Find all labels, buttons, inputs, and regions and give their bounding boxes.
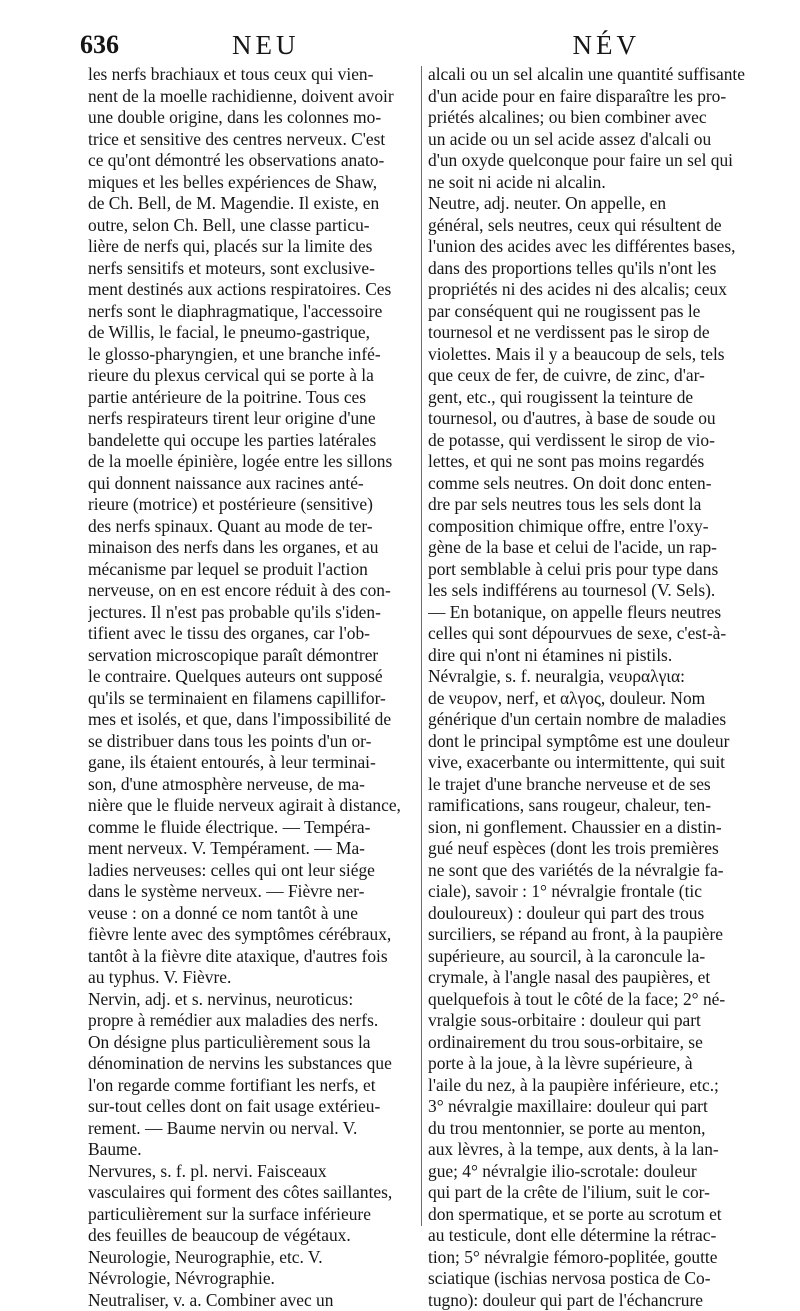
text-line: qui donnent naissance aux racines anté- xyxy=(88,473,418,495)
text-line: bandelette qui occupe les parties latérales xyxy=(88,430,418,452)
text-line: se distribuer dans tous les points d'un or- xyxy=(88,731,418,753)
text-line: des nerfs spinaux. Quant au mode de ter- xyxy=(88,516,418,538)
text-line: fièvre lente avec des symptômes cérébraux, xyxy=(88,924,418,946)
text-line: nerfs sont le diaphragmatique, l'accessoire xyxy=(88,301,418,323)
text-line: particulièrement sur la surface inférieure xyxy=(88,1204,418,1226)
column-divider xyxy=(421,66,422,1226)
text-line: tifient avec le tissu des organes, car l'ob- xyxy=(88,623,418,645)
text-line: comme le fluide électrique. — Tempéra- xyxy=(88,817,418,839)
text-line: une double origine, dans les colonnes mo- xyxy=(88,107,418,129)
text-line: qui part de la crête de l'ilium, suit le cor- xyxy=(428,1182,768,1204)
text-line: l'on regarde comme fortifiant les nerfs, et xyxy=(88,1075,418,1097)
text-line: les sels indifférens au tournesol (V. Sels). xyxy=(428,580,768,602)
text-line: dont le principal symptôme est une douleur xyxy=(428,731,768,753)
text-line: un acide ou un sel acide assez d'alcali ou xyxy=(428,129,768,151)
text-line: ne soit ni acide ni alcalin. xyxy=(428,172,768,194)
text-line: nière que le fluide nerveux agirait à distance, xyxy=(88,795,418,817)
text-line: de potasse, qui verdissent le sirop de vio- xyxy=(428,430,768,452)
page-header xyxy=(80,30,770,64)
text-line: mes et isolés, et que, dans l'impossibilité de xyxy=(88,709,418,731)
text-line: lettes, et qui ne sont pas moins regardés xyxy=(428,451,768,473)
text-line: qu'ils se terminaient en filamens capillifor- xyxy=(88,688,418,710)
text-line: vasculaires qui forment des côtes saillantes, xyxy=(88,1182,418,1204)
text-line: don spermatique, et se porte au scrotum et xyxy=(428,1204,768,1226)
text-line: rement. — Baume nervin ou nerval. V. xyxy=(88,1118,418,1140)
text-line: servation microscopique paraît démontrer xyxy=(88,645,418,667)
text-line: au typhus. V. Fièvre. xyxy=(88,967,418,989)
text-line: tournesol et ne verdissent pas le sirop de xyxy=(428,322,768,344)
text-line: gène de la base et celui de l'acide, un rap- xyxy=(428,537,768,559)
text-line: ordinairement du trou sous-orbitaire, se xyxy=(428,1032,768,1054)
text-line: d'un acide pour en faire disparaître les pro- xyxy=(428,86,768,108)
text-line: tion; 5° névralgie fémoro-poplitée, goutte xyxy=(428,1247,768,1269)
text-line: Neutre, adj. neuter. On appelle, en xyxy=(428,193,768,215)
text-line: Névralgie, s. f. neuralgia, νευραλγια: xyxy=(428,666,768,688)
text-line: son, d'une atmosphère nerveuse, de ma- xyxy=(88,774,418,796)
left-column xyxy=(88,64,418,1311)
text-line: douloureux) : douleur qui part des trous xyxy=(428,903,768,925)
text-line: général, sels neutres, ceux qui résultent de xyxy=(428,215,768,237)
text-line: dans le système nerveux. — Fièvre ner- xyxy=(88,881,418,903)
text-line: lière de nerfs qui, placés sur la limite des xyxy=(88,236,418,258)
text-line: vive, exacerbante ou intermittente, qui suit xyxy=(428,752,768,774)
text-line: nerveuse, on en est encore réduit à des con- xyxy=(88,580,418,602)
text-line: ne sont que des variétés de la névralgie fa- xyxy=(428,860,768,882)
text-line: le glosso-pharyngien, et une branche infé- xyxy=(88,344,418,366)
text-line: d'un oxyde quelconque pour faire un sel qui xyxy=(428,150,768,172)
text-line: Neutraliser, v. a. Combiner avec un xyxy=(88,1290,418,1311)
text-line: au testicule, dont elle détermine la rétrac- xyxy=(428,1225,768,1247)
text-line: de la moelle épinière, logée entre les sillons xyxy=(88,451,418,473)
text-line: outre, selon Ch. Bell, une classe particu- xyxy=(88,215,418,237)
text-line: nerfs sensitifs et moteurs, sont exclusive- xyxy=(88,258,418,280)
text-line: vralgie sous-orbitaire : douleur qui part xyxy=(428,1010,768,1032)
text-line: par conséquent qui ne rougissent pas le xyxy=(428,301,768,323)
text-line: veuse : on a donné ce nom tantôt à une xyxy=(88,903,418,925)
text-line: dire qui n'ont ni étamines ni pistils. xyxy=(428,645,768,667)
text-line: trice et sensitive des centres nerveux. C'est xyxy=(88,129,418,151)
text-line: quelquefois à tout le côté de la face; 2° né- xyxy=(428,989,768,1011)
text-line: le contraire. Quelques auteurs ont supposé xyxy=(88,666,418,688)
text-line: gué neuf espèces (dont les trois premières xyxy=(428,838,768,860)
text-line: surciliers, se répand au front, à la paupière xyxy=(428,924,768,946)
text-line: nerfs respirateurs tirent leur origine d'une xyxy=(88,408,418,430)
text-line: ce qu'ont démontré les observations anato- xyxy=(88,150,418,172)
text-line: Nervures, s. f. pl. nervi. Faisceaux xyxy=(88,1161,418,1183)
text-line: le trajet d'une branche nerveuse et de ses xyxy=(428,774,768,796)
text-line: de νευρον, nerf, et αλγος, douleur. Nom xyxy=(428,688,768,710)
text-line: des feuilles de beaucoup de végétaux. xyxy=(88,1225,418,1247)
text-line: rieure (motrice) et postérieure (sensitive) xyxy=(88,494,418,516)
text-line: de Willis, le facial, le pneumo-gastrique, xyxy=(88,322,418,344)
text-line: crymale, à l'angle nasal des paupières, et xyxy=(428,967,768,989)
text-line: porte à la joue, à la lèvre supérieure, à xyxy=(428,1053,768,1075)
text-line: composition chimique offre, entre l'oxy- xyxy=(428,516,768,538)
text-line: l'union des acides avec les différentes bases, xyxy=(428,236,768,258)
text-line: Neurologie, Neurographie, etc. V. xyxy=(88,1247,418,1269)
text-line: tournesol, ou d'autres, à base de soude ou xyxy=(428,408,768,430)
text-line: sciatique (ischias nervosa postica de Co- xyxy=(428,1268,768,1290)
text-line: propriétés ni des acides ni des alcalis; ceux xyxy=(428,279,768,301)
text-line: l'aile du nez, à la paupière inférieure, etc.; xyxy=(428,1075,768,1097)
text-line: ment nerveux. V. Tempérament. — Ma- xyxy=(88,838,418,860)
text-line: violettes. Mais il y a beaucoup de sels, tels xyxy=(428,344,768,366)
running-head-left: NEU xyxy=(232,30,300,61)
text-line: de Ch. Bell, de M. Magendie. Il existe, en xyxy=(88,193,418,215)
text-line: miques et les belles expériences de Shaw, xyxy=(88,172,418,194)
text-line: Baume. xyxy=(88,1139,418,1161)
text-line: dénomination de nervins les substances que xyxy=(88,1053,418,1075)
text-line: port semblable à celui pris pour type dans xyxy=(428,559,768,581)
text-line: celles qui sont dépourvues de sexe, c'est-à- xyxy=(428,623,768,645)
text-line: Nervin, adj. et s. nervinus, neuroticus: xyxy=(88,989,418,1011)
text-line: dans des proportions telles qu'ils n'ont les xyxy=(428,258,768,280)
text-line: dre par sels neutres tous les sels dont la xyxy=(428,494,768,516)
text-line: aux lèvres, à la tempe, aux dents, à la lan- xyxy=(428,1139,768,1161)
text-line: propre à remédier aux maladies des nerfs. xyxy=(88,1010,418,1032)
text-line: mécanisme par lequel se produit l'action xyxy=(88,559,418,581)
text-line: sion, ni gonflement. Chaussier en a distin- xyxy=(428,817,768,839)
text-line: alcali ou un sel alcalin une quantité suffisante xyxy=(428,64,768,86)
text-line: partie antérieure de la poitrine. Tous ces xyxy=(88,387,418,409)
right-column xyxy=(428,64,768,1311)
text-line: minaison des nerfs dans les organes, et au xyxy=(88,537,418,559)
text-line: tantôt à la fièvre dite ataxique, d'autres fois xyxy=(88,946,418,968)
text-line: jectures. Il n'est pas probable qu'ils s'iden- xyxy=(88,602,418,624)
text-line: que ceux de fer, de cuivre, de zinc, d'ar- xyxy=(428,365,768,387)
page-number: 636 xyxy=(80,30,119,60)
text-line: Névrologie, Névrographie. xyxy=(88,1268,418,1290)
text-line: On désigne plus particulièrement sous la xyxy=(88,1032,418,1054)
text-line: comme sels neutres. On doit donc enten- xyxy=(428,473,768,495)
text-line: tugno): douleur qui part de l'échancrure xyxy=(428,1290,768,1311)
text-line: rieure du plexus cervical qui se porte à la xyxy=(88,365,418,387)
running-head-right: NÉV xyxy=(573,30,641,61)
text-line: gue; 4° névralgie ilio-scrotale: douleur xyxy=(428,1161,768,1183)
text-line: gane, ils étaient entourés, à leur terminai- xyxy=(88,752,418,774)
text-line: ramifications, sans rougeur, chaleur, ten- xyxy=(428,795,768,817)
text-line: gent, etc., qui rougissent la teinture de xyxy=(428,387,768,409)
text-line: ladies nerveuses: celles qui ont leur siége xyxy=(88,860,418,882)
text-line: priétés alcalines; ou bien combiner avec xyxy=(428,107,768,129)
text-line: — En botanique, on appelle fleurs neutres xyxy=(428,602,768,624)
text-line: ciale), savoir : 1° névralgie frontale (tic xyxy=(428,881,768,903)
text-line: générique d'un certain nombre de maladies xyxy=(428,709,768,731)
text-line: nent de la moelle rachidienne, doivent avoir xyxy=(88,86,418,108)
text-line: ment destinés aux actions respiratoires. Ces xyxy=(88,279,418,301)
text-line: 3° névralgie maxillaire: douleur qui part xyxy=(428,1096,768,1118)
text-line: les nerfs brachiaux et tous ceux qui vien- xyxy=(88,64,418,86)
text-line: supérieure, au sourcil, à la caroncule la- xyxy=(428,946,768,968)
text-line: sur-tout celles dont on fait usage extérieu- xyxy=(88,1096,418,1118)
text-line: du trou mentonnier, se porte au menton, xyxy=(428,1118,768,1140)
